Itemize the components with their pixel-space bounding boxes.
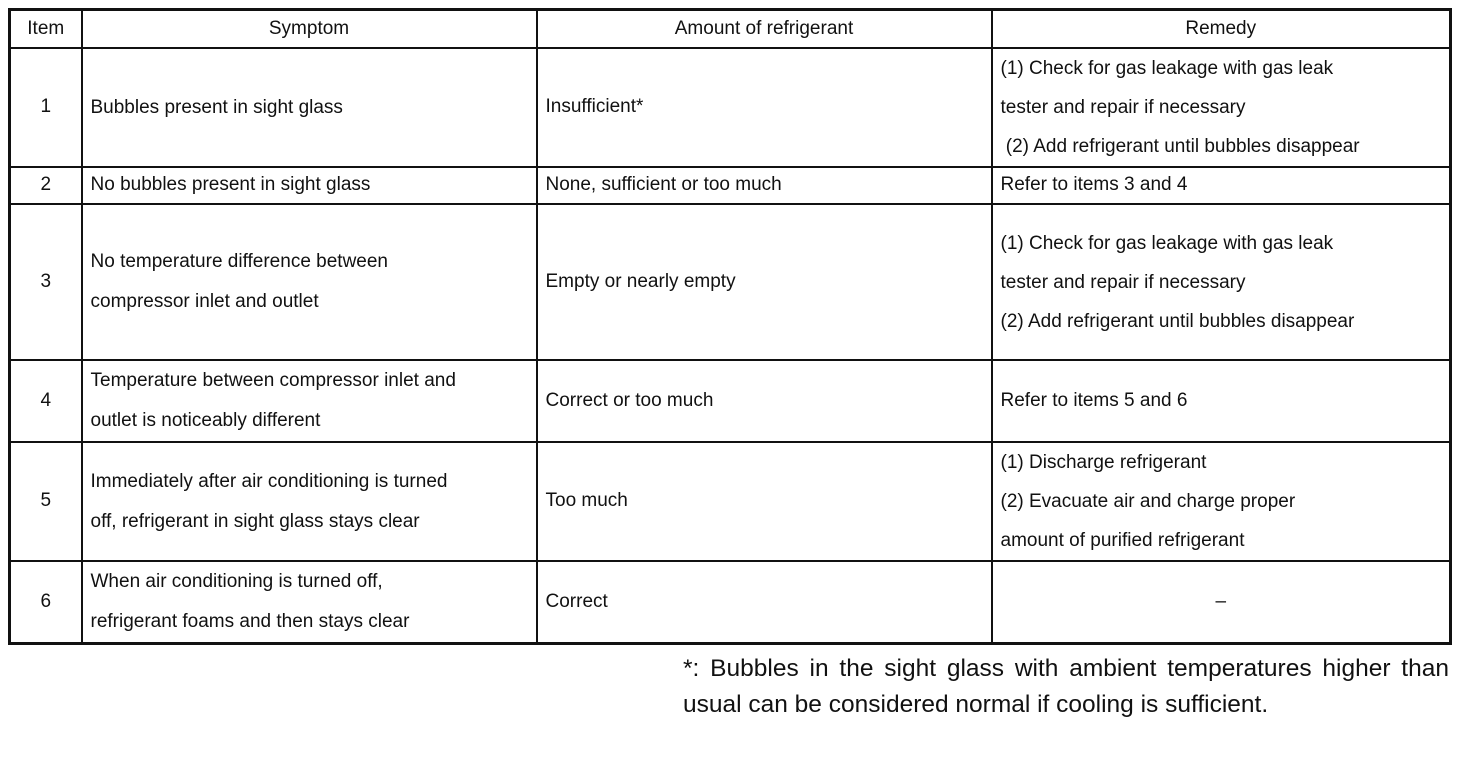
header-amount: Amount of refrigerant	[537, 10, 992, 49]
table-row	[10, 360, 1451, 442]
remedy-line: tester and repair if necessary	[1000, 271, 1246, 293]
table-row	[10, 561, 1451, 644]
amount-cell: Empty or nearly empty	[537, 204, 992, 360]
header-remedy: Remedy	[992, 10, 1451, 49]
symptom-line: Immediately after air conditioning is turned	[90, 470, 448, 492]
amount-cell: Too much	[537, 442, 992, 561]
table-row	[10, 204, 1451, 360]
remedy-cell	[992, 167, 1451, 204]
symptom-cell	[82, 442, 537, 561]
symptom-cell	[82, 48, 537, 167]
amount-cell: Correct	[537, 561, 992, 644]
symptom-cell	[82, 167, 537, 204]
symptom-cell	[82, 360, 537, 442]
item-number: 1	[10, 48, 82, 167]
remedy-line: (2) Add refrigerant until bubbles disappear	[1000, 310, 1355, 332]
refrigerant-diagnosis-table	[8, 8, 1452, 645]
table-row	[10, 167, 1451, 204]
amount-cell: None, sufficient or too much	[537, 167, 992, 204]
item-number: 6	[10, 561, 82, 644]
item-number: 2	[10, 167, 82, 204]
symptom-line: outlet is noticeably different	[90, 410, 321, 431]
table-row	[10, 442, 1451, 561]
remedy-line: (1) Check for gas leakage with gas leak	[1000, 58, 1334, 79]
symptom-line: off, refrigerant in sight glass stays clear	[90, 510, 420, 532]
symptom-cell	[82, 204, 537, 360]
remedy-line: Refer to items 3 and 4	[1000, 174, 1188, 196]
item-number: 4	[10, 360, 82, 442]
symptom-cell	[82, 561, 537, 644]
remedy-line: amount of purified refrigerant	[1000, 530, 1245, 551]
remedy-line: –	[1215, 590, 1227, 612]
item-number: 3	[10, 204, 82, 360]
symptom-line: compressor inlet and outlet	[90, 291, 319, 312]
remedy-line: (1) Discharge refrigerant	[1000, 452, 1207, 473]
header-symptom: Symptom	[82, 10, 537, 49]
remedy-line: tester and repair if necessary	[1000, 97, 1246, 118]
remedy-cell	[992, 442, 1451, 561]
remedy-line: (2) Add refrigerant until bubbles disappear	[1000, 136, 1360, 157]
remedy-cell	[992, 360, 1451, 442]
symptom-line: refrigerant foams and then stays clear	[90, 611, 410, 632]
item-number: 5	[10, 442, 82, 561]
symptom-line: No temperature difference between	[90, 251, 388, 272]
remedy-line: (1) Check for gas leakage with gas leak	[1000, 232, 1334, 254]
remedy-cell	[992, 561, 1451, 644]
amount-cell: Correct or too much	[537, 360, 992, 442]
symptom-line: Temperature between compressor inlet and	[90, 370, 456, 391]
remedy-line: Refer to items 5 and 6	[1000, 389, 1188, 411]
remedy-cell	[992, 48, 1451, 167]
table-header-row	[10, 10, 1451, 49]
remedy-line: (2) Evacuate air and charge proper	[1000, 491, 1296, 512]
amount-cell: Insufficient*	[537, 48, 992, 167]
symptom-line: Bubbles present in sight glass	[90, 96, 343, 118]
remedy-cell	[992, 204, 1451, 360]
symptom-line: When air conditioning is turned off,	[90, 571, 383, 592]
table-row	[10, 48, 1451, 167]
symptom-line: No bubbles present in sight glass	[90, 174, 371, 196]
header-item: Item	[10, 10, 82, 49]
footnote: *: Bubbles in the sight glass with ambient temperatures higher than usual can be considered normal if cooling is sufficient.	[683, 655, 1449, 718]
